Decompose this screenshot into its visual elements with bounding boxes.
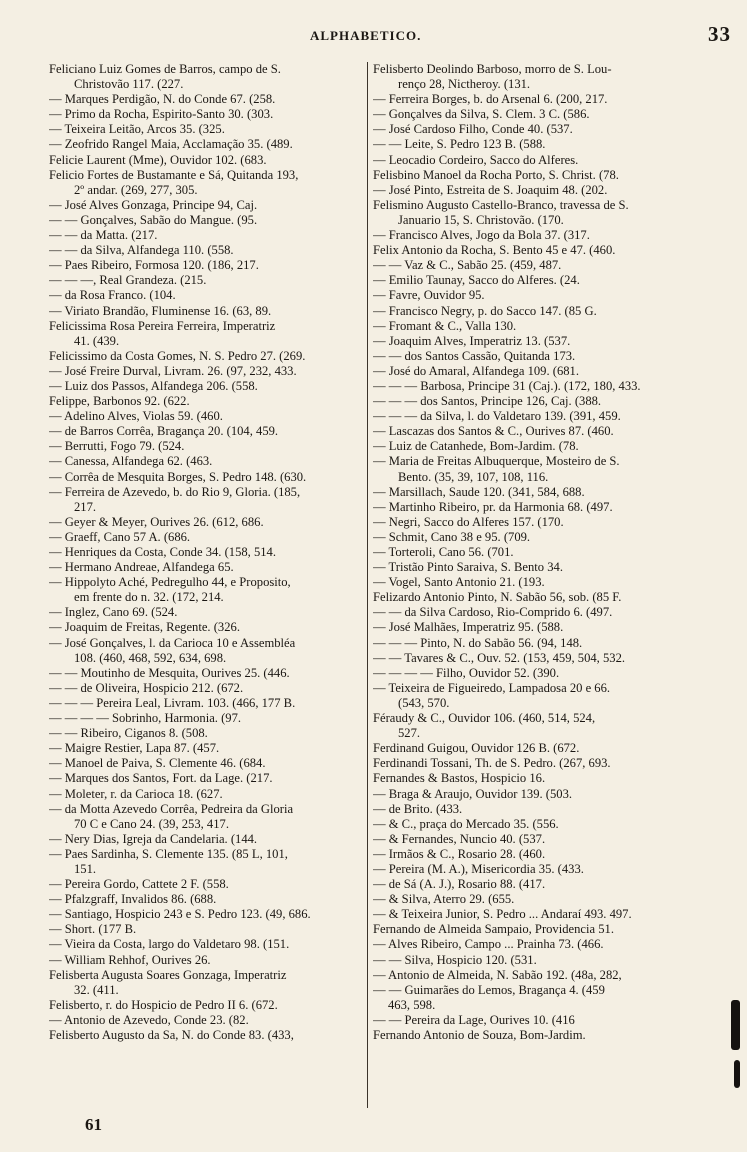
directory-entry-line: Felismino Augusto Castello-Branco, travessa de S. bbox=[373, 197, 629, 212]
directory-entry-line: — Manoel de Paiva, S. Clemente 46. (684. bbox=[49, 756, 266, 771]
directory-entry-line: Ferdinand Guigou, Ouvidor 126 B. (672. bbox=[373, 741, 580, 756]
directory-entry-line: — Berrutti, Fogo 79. (524. bbox=[49, 439, 185, 454]
directory-entry-line: Felix Antonio da Rocha, S. Bento 45 e 47. (460. bbox=[373, 243, 616, 258]
directory-entry-line: — Irmãos & C., Rosario 28. (460. bbox=[373, 846, 546, 861]
directory-entry-line: — — de Oliveira, Hospicio 212. (672. bbox=[49, 680, 244, 695]
directory-entry-line: — — — dos Santos, Principe 126, Caj. (388. bbox=[373, 394, 602, 409]
directory-entry-line: — — — Barbosa, Principe 31 (Caj.). (172, 180, 433. bbox=[373, 378, 641, 393]
directory-entry-line: — — Gonçalves, Sabão do Mangue. (95. bbox=[49, 212, 258, 227]
directory-entry-line: — José Gonçalves, l. da Carioca 10 e Assembléa bbox=[49, 635, 296, 650]
column-divider bbox=[367, 62, 368, 1108]
directory-entry-line: — de Brito. (433. bbox=[373, 801, 463, 816]
directory-entry-line: — José Pinto, Estreita de S. Joaquim 48. (202. bbox=[373, 182, 608, 197]
left-column bbox=[49, 62, 361, 1043]
directory-entry-line: — Viriato Brandão, Fluminense 16. (63, 89. bbox=[49, 303, 272, 318]
directory-entry-line: — Braga & Araujo, Ouvidor 139. (503. bbox=[373, 786, 573, 801]
directory-entry-line: — — — da Silva, l. do Valdetaro 139. (391, 459. bbox=[373, 409, 621, 424]
directory-entry-line: — Favre, Ouvidor 95. bbox=[373, 288, 485, 303]
directory-entry-line: Felicio Fortes de Bustamante e Sá, Quitanda 193, bbox=[49, 167, 299, 182]
directory-entry-line: — — da Silva, Alfandega 110. (558. bbox=[49, 243, 234, 258]
directory-entry-line: Fernando de Almeida Sampaio, Providencia 51. bbox=[373, 922, 614, 937]
directory-entry-line: — José Alves Gonzaga, Principe 94, Caj. bbox=[49, 197, 258, 212]
directory-entry-line: — Pfalzgraff, Invalidos 86. (688. bbox=[49, 892, 217, 907]
directory-entry-line: — — da Matta. (217. bbox=[49, 228, 158, 243]
directory-entry-line: — Tristão Pinto Saraiva, S. Bento 34. bbox=[373, 560, 563, 575]
directory-entry-line: 151. bbox=[74, 861, 97, 876]
directory-entry-line: 463, 598. bbox=[388, 997, 436, 1012]
directory-entry-line: 32. (411. bbox=[74, 982, 119, 997]
directory-entry-line: — Moleter, r. da Carioca 18. (627. bbox=[49, 786, 223, 801]
directory-entry-line: — Francisco Negry, p. do Sacco 147. (85 G. bbox=[373, 303, 597, 318]
directory-entry-line: — Paes Sardinha, S. Clemente 135. (85 L, 101, bbox=[49, 846, 288, 861]
directory-entry-line: Felippe, Barbonos 92. (622. bbox=[49, 394, 190, 409]
directory-entry-line: em frente do n. 32. (172, 214. bbox=[74, 590, 224, 605]
directory-entry-line: Féraudy & C., Ouvidor 106. (460, 514, 524, bbox=[373, 711, 596, 726]
directory-entry-line: — Luiz de Catanhede, Bom-Jardim. (78. bbox=[373, 439, 579, 454]
directory-entry-line: Felizardo Antonio Pinto, N. Sabão 56, sob. (85 F. bbox=[373, 590, 622, 605]
directory-entry-line: — Torteroli, Cano 56. (701. bbox=[373, 545, 514, 559]
directory-entry-line: — — Guimarães do Lemos, Bragança 4. (459 bbox=[373, 982, 605, 997]
directory-entry-line: — Geyer & Meyer, Ourives 26. (612, 686. bbox=[49, 514, 264, 529]
directory-entry-line: — — — — Filho, Ouvidor 52. (390. bbox=[373, 665, 560, 680]
directory-entry-line: — Ferreira de Azevedo, b. do Rio 9, Gloria. (185, bbox=[49, 484, 301, 499]
directory-entry-line: Felicie Laurent (Mme), Ouvidor 102. (683. bbox=[49, 152, 267, 167]
directory-entry-line: Felisberta Augusta Soares Gonzaga, Imperatriz bbox=[49, 967, 287, 982]
binding-edge-mark bbox=[731, 1000, 740, 1050]
directory-entry-line: Fernando Antonio de Souza, Bom-Jardim. bbox=[373, 1028, 586, 1042]
directory-entry-line: — Short. (177 B. bbox=[49, 922, 137, 937]
directory-entry-line: — de Sá (A. J.), Rosario 88. (417. bbox=[373, 877, 546, 892]
directory-entry-line: — José Freire Durval, Livram. 26. (97, 232, 433. bbox=[49, 363, 297, 378]
directory-entry-line: — Pereira (M. A.), Misericordia 35. (433. bbox=[373, 861, 584, 876]
directory-entry-line: — — Silva, Hospicio 120. (531. bbox=[373, 952, 537, 967]
directory-entry-line: — da Rosa Franco. (104. bbox=[49, 288, 176, 303]
page-number: 33 bbox=[708, 22, 731, 46]
signature-mark: 61 bbox=[85, 1115, 102, 1134]
directory-entry-line: 2º andar. (269, 277, 305. bbox=[74, 182, 198, 197]
directory-entry-line: — Ferreira Borges, b. do Arsenal 6. (200, 217. bbox=[373, 92, 608, 107]
directory-entry-line: Felicissima Rosa Pereira Ferreira, Imperatriz bbox=[49, 318, 276, 333]
directory-entry-line: — & Silva, Aterro 29. (655. bbox=[373, 892, 515, 907]
directory-entry-line: — Santiago, Hospicio 243 e S. Pedro 123. (49, 686. bbox=[49, 907, 311, 922]
directory-entry-line: 217. bbox=[74, 499, 97, 514]
directory-entry-line: (543, 570. bbox=[398, 695, 450, 710]
directory-entry-line: — & Fernandes, Nuncio 40. (537. bbox=[373, 831, 546, 846]
directory-entry-line: — — —, Real Grandeza. (215. bbox=[49, 273, 207, 288]
page-header bbox=[0, 22, 747, 52]
directory-entry-line: — Maria de Freitas Albuquerque, Mosteiro de S. bbox=[373, 454, 620, 469]
directory-entry-line: — Vogel, Santo Antonio 21. (193. bbox=[373, 575, 545, 590]
directory-entry-line: Januario 15, S. Christovão. (170. bbox=[398, 212, 564, 227]
directory-entry-line: — Marsillach, Saude 120. (341, 584, 688. bbox=[373, 484, 585, 499]
directory-entry-line: — — — Pinto, N. do Sabão 56. (94, 148. bbox=[373, 635, 583, 650]
directory-entry-line: — — — — Sobrinho, Harmonia. (97. bbox=[49, 711, 242, 726]
directory-entry-line: 108. (460, 468, 592, 634, 698. bbox=[74, 650, 227, 665]
directory-entry-line: — Luiz dos Passos, Alfandega 206. (558. bbox=[49, 378, 258, 393]
directory-entry-line: 527. bbox=[398, 726, 421, 741]
directory-entry-line: — — Tavares & C., Ouv. 52. (153, 459, 504, 532. bbox=[373, 650, 626, 665]
directory-entry-line: — — Ribeiro, Ciganos 8. (508. bbox=[49, 726, 208, 741]
directory-entry-line: — — — Pereira Leal, Livram. 103. (466, 177 B. bbox=[49, 695, 296, 710]
directory-entry-line: — — Vaz & C., Sabão 25. (459, 487. bbox=[373, 258, 562, 273]
directory-entry-line: — Marques dos Santos, Fort. da Lage. (217. bbox=[49, 771, 273, 786]
directory-entry-line: Christovão 117. (227. bbox=[74, 77, 184, 92]
directory-entry-line: — — Leite, S. Pedro 123 B. (588. bbox=[373, 137, 546, 152]
directory-entry-line: — Antonio de Azevedo, Conde 23. (82. bbox=[49, 1012, 249, 1027]
directory-entry-line: — Graeff, Cano 57 A. (686. bbox=[49, 529, 191, 544]
directory-entry-line: — da Motta Azevedo Corrêa, Pedreira da Gloria bbox=[49, 801, 294, 816]
directory-entry-line: Feliciano Luiz Gomes de Barros, campo de S. bbox=[49, 62, 281, 76]
directory-entry-line: — Canessa, Alfandega 62. (463. bbox=[49, 454, 213, 469]
directory-entry-line: — José do Amaral, Alfandega 109. (681. bbox=[373, 363, 580, 378]
directory-entry-line: — Francisco Alves, Jogo da Bola 37. (317. bbox=[373, 228, 590, 243]
directory-entry-line: — Antonio de Almeida, N. Sabão 192. (48a, 282, bbox=[373, 967, 622, 982]
directory-entry-line: — Henriques da Costa, Conde 34. (158, 514. bbox=[49, 545, 277, 559]
directory-entry-line: Bento. (35, 39, 107, 108, 116. bbox=[398, 469, 549, 484]
directory-entry-line: — José Cardoso Filho, Conde 40. (537. bbox=[373, 122, 573, 137]
directory-entry-line: — William Rehhof, Ourives 26. bbox=[49, 952, 211, 967]
directory-entry-line: — Marques Perdigão, N. do Conde 67. (258. bbox=[49, 92, 276, 107]
directory-entry-line: — de Barros Corrêa, Bragança 20. (104, 459. bbox=[49, 424, 279, 439]
directory-entry-line: — Maigre Restier, Lapa 87. (457. bbox=[49, 741, 220, 756]
directory-entry-line: — Nery Dias, Igreja da Candelaria. (144. bbox=[49, 831, 258, 846]
directory-entry-line: — Primo da Rocha, Espirito-Santo 30. (303. bbox=[49, 107, 274, 122]
directory-entry-line: Felisberto, r. do Hospicio de Pedro II 6. (672. bbox=[49, 997, 278, 1012]
directory-entry-line: Felisberto Augusto da Sa, N. do Conde 83. (433, bbox=[49, 1028, 294, 1042]
directory-entry-line: — Hermano Andreae, Alfandega 65. bbox=[49, 560, 234, 575]
directory-entry-line: — Lascazas dos Santos & C., Ourives 87. (460. bbox=[373, 424, 614, 439]
directory-entry-line: — Inglez, Cano 69. (524. bbox=[49, 605, 178, 620]
directory-entry-line: renço 28, Nictheroy. (131. bbox=[398, 77, 531, 92]
directory-entry-line: — Zeofrido Rangel Maia, Acclamação 35. (489. bbox=[49, 137, 293, 152]
directory-entry-line: — José Malhães, Imperatriz 95. (588. bbox=[373, 620, 564, 635]
directory-entry-line: — Martinho Ribeiro, pr. da Harmonia 68. (497. bbox=[373, 499, 613, 514]
directory-entry-line: — & Teixeira Junior, S. Pedro ... Andaraí 493. 497. bbox=[373, 907, 632, 922]
directory-entry-line: Felicissimo da Costa Gomes, N. S. Pedro 27. (269. bbox=[49, 348, 306, 363]
directory-entry-line: Ferdinandi Tossani, Th. de S. Pedro. (267, 693. bbox=[373, 756, 611, 771]
directory-entry-line: — — Moutinho de Mesquita, Ourives 25. (446. bbox=[49, 665, 290, 680]
directory-entry-line: — Adelino Alves, Violas 59. (460. bbox=[49, 409, 223, 424]
directory-entry-line: — Negri, Sacco do Alferes 157. (170. bbox=[373, 514, 564, 529]
directory-entry-line: — — Pereira da Lage, Ourives 10. (416 bbox=[373, 1012, 575, 1027]
directory-entry-line: Felisbino Manoel da Rocha Porto, S. Christ. (78. bbox=[373, 167, 619, 182]
directory-entry-line: — Gonçalves da Silva, S. Clem. 3 C. (586. bbox=[373, 107, 590, 122]
directory-entry-line: — Leocadio Cordeiro, Sacco do Alferes. bbox=[373, 152, 579, 167]
directory-entry-line: — — dos Santos Cassão, Quitanda 173. bbox=[373, 348, 576, 363]
directory-entry-line: 70 C e Cano 24. (39, 253, 417. bbox=[74, 816, 229, 831]
directory-entry-line: — Fromant & C., Valla 130. bbox=[373, 318, 517, 333]
directory-entry-line: — Emilio Taunay, Sacco do Alferes. (24. bbox=[373, 273, 580, 288]
directory-entry-line: — Teixeira de Figueiredo, Lampadosa 20 e 66. bbox=[373, 680, 611, 695]
directory-entry-line: — Vieira da Costa, largo do Valdetaro 98. (151. bbox=[49, 937, 290, 952]
directory-entry-line: — & C., praça do Mercado 35. (556. bbox=[373, 816, 559, 831]
directory-entry-line: Felisberto Deolindo Barboso, morro de S. Lou- bbox=[373, 62, 612, 76]
directory-entry-line: Fernandes & Bastos, Hospicio 16. bbox=[373, 771, 546, 786]
directory-entry-line: — Hippolyto Aché, Pedregulho 44, e Proposito, bbox=[49, 575, 291, 590]
directory-entry-line: — Alves Ribeiro, Campo ... Prainha 73. (466. bbox=[373, 937, 604, 952]
directory-entry-line: — — da Silva Cardoso, Rio-Comprido 6. (497. bbox=[373, 605, 613, 620]
directory-entry-line: 41. (439. bbox=[74, 333, 120, 348]
directory-entry-line: — Teixeira Leitão, Arcos 35. (325. bbox=[49, 122, 225, 137]
section-title: ALPHABETICO. bbox=[310, 28, 422, 43]
right-column bbox=[373, 62, 703, 1043]
directory-entry-line: — Paes Ribeiro, Formosa 120. (186, 217. bbox=[49, 258, 259, 273]
directory-entry-line: — Schmit, Cano 38 e 95. (709. bbox=[373, 529, 531, 544]
directory-entry-line: — Joaquim Alves, Imperatriz 13. (537. bbox=[373, 333, 571, 348]
directory-entry-line: — Pereira Gordo, Cattete 2 F. (558. bbox=[49, 877, 229, 892]
binding-edge-mark bbox=[734, 1060, 740, 1088]
directory-entry-line: — Corrêa de Mesquita Borges, S. Pedro 148. (630. bbox=[49, 469, 307, 484]
directory-entry-line: — Joaquim de Freitas, Regente. (326. bbox=[49, 620, 240, 635]
